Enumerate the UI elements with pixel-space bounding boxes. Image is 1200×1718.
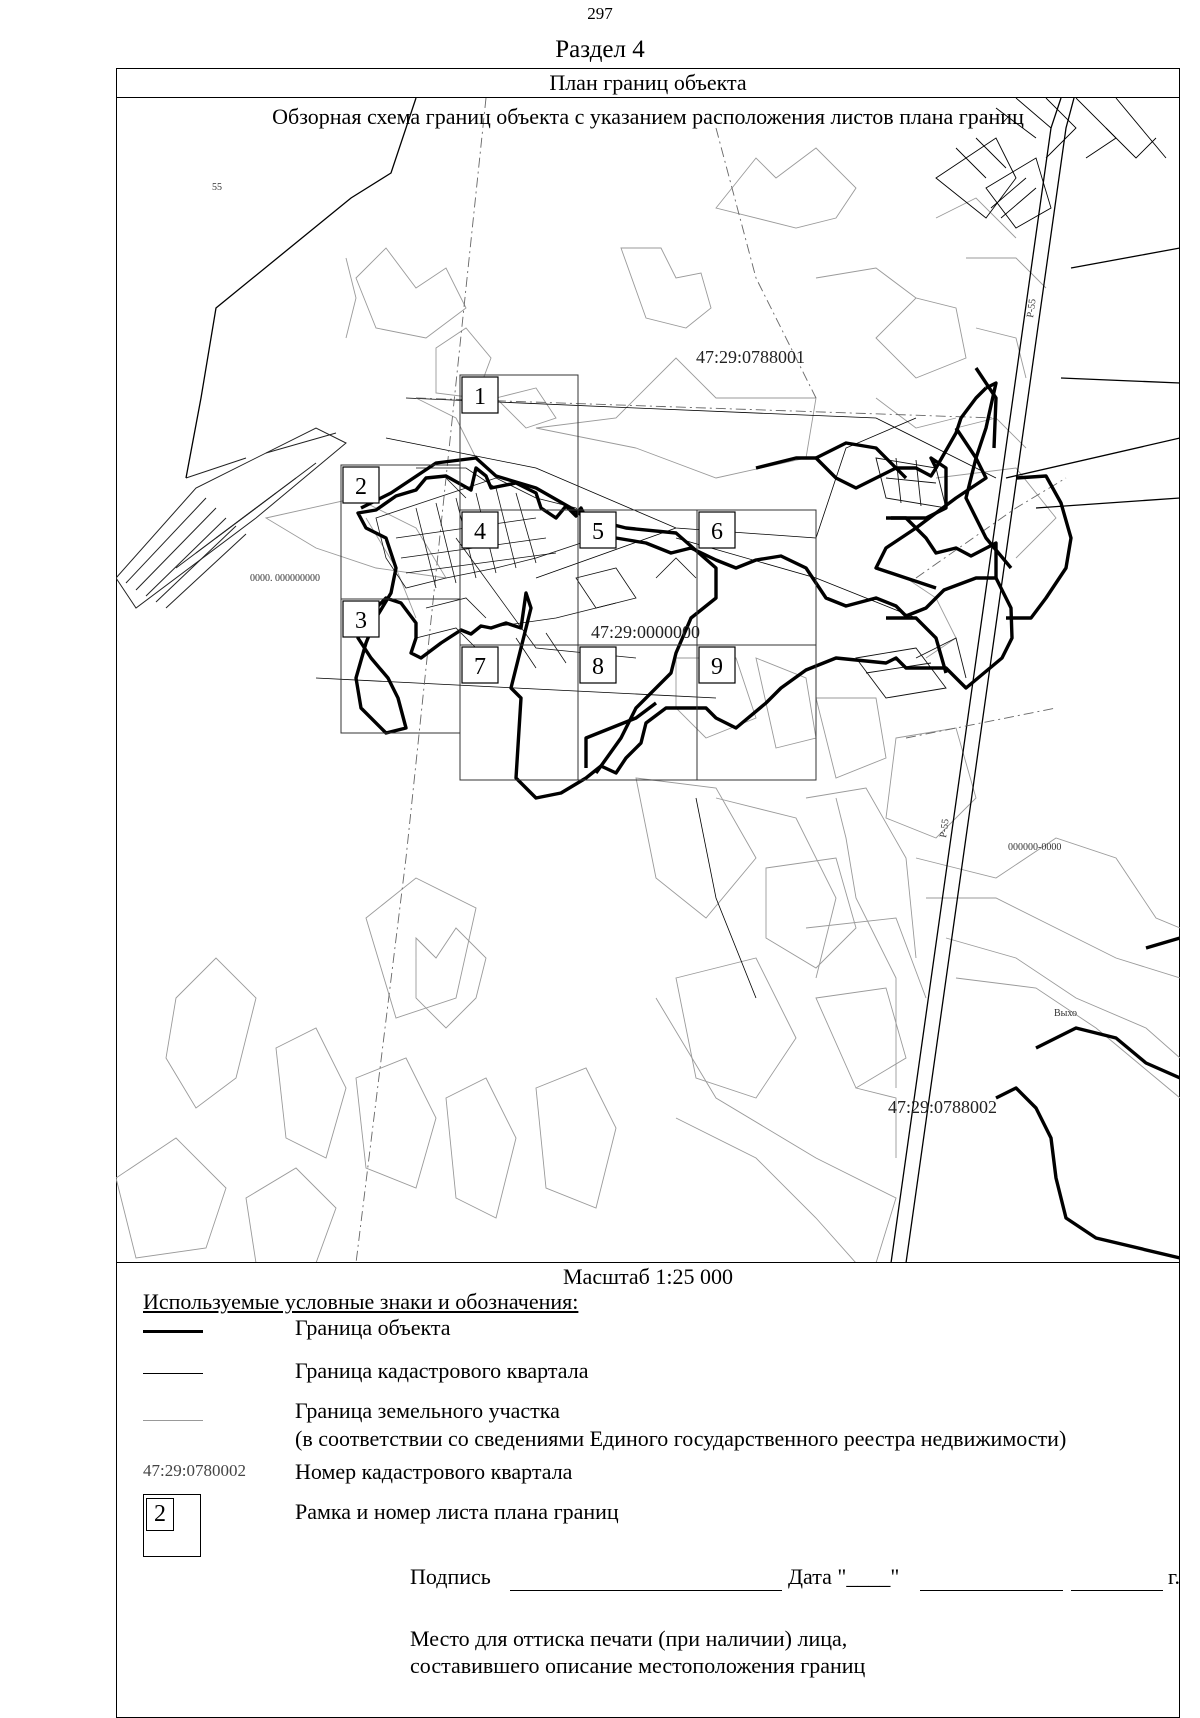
legend-quarter-boundary-text: Граница кадастрового квартала xyxy=(295,1358,589,1383)
sheet-number: 9 xyxy=(711,654,723,680)
section-title: Раздел 4 xyxy=(555,36,645,63)
legend-object-boundary-symbol xyxy=(143,1330,203,1333)
sheet-number: 3 xyxy=(355,608,367,634)
page-number: 297 xyxy=(587,4,613,23)
legend-sheet-number-sample: 2 xyxy=(146,1498,174,1531)
signature-label: Подпись xyxy=(410,1564,491,1589)
map-canvas xyxy=(116,98,1180,1263)
legend-parcel-boundary-text: Граница земельного участка xyxy=(295,1398,560,1423)
overview-caption: Обзорная схема границ объекта с указанием расположения листов плана границ xyxy=(272,104,1024,129)
cadastral-quarter-label: 47:29:0788001 xyxy=(696,347,806,367)
year-suffix: г. xyxy=(1168,1564,1181,1589)
legend-quarter-number-sample: 47:29:0780002 xyxy=(143,1461,246,1480)
legend-quarter-number-text: Номер кадастрового квартала xyxy=(295,1459,573,1484)
scale-label: Масштаб 1:25 000 xyxy=(563,1264,733,1289)
road-label: Р-55 xyxy=(938,818,952,839)
sheet-number: 8 xyxy=(592,654,604,680)
cadastral-quarter-label: 47:29:0788002 xyxy=(888,1097,998,1117)
legend-heading: Используемые условные знаки и обозначения: xyxy=(143,1289,579,1314)
signature-field[interactable] xyxy=(510,1590,782,1591)
stamp-place-text-2: составившего описание местоположения границ xyxy=(410,1653,866,1678)
object-boundary-east xyxy=(891,476,1180,1258)
object-boundary xyxy=(356,428,1012,798)
sheet-number: 4 xyxy=(474,519,486,545)
legend-sheet-frame-text: Рамка и номер листа плана границ xyxy=(295,1499,619,1524)
sheet-number: 7 xyxy=(474,654,486,680)
parcel-lines xyxy=(116,148,1180,1263)
stamp-place-text: Место для оттиска печати (при наличии) лица, xyxy=(410,1626,848,1651)
minor-map-label: 55 xyxy=(212,182,222,193)
plan-title: План границ объекта xyxy=(116,68,1180,98)
date-month-field[interactable] xyxy=(920,1590,1063,1591)
sheet-number: 5 xyxy=(592,519,604,545)
date-label: Дата "____" xyxy=(788,1564,900,1589)
minor-map-label: 0000. 000000000 xyxy=(250,573,320,584)
sheet-number: 2 xyxy=(355,474,367,500)
legend-quarter-boundary-symbol xyxy=(143,1373,203,1374)
legend-parcel-boundary-note: (в соответствии со сведениями Единого государственного реестра недвижимости) xyxy=(295,1426,1067,1451)
cadastral-quarter-label: 47:29:0000000 xyxy=(591,622,701,642)
road-label: Р-55 xyxy=(1025,298,1039,319)
sheet-number: 6 xyxy=(711,519,723,545)
sheet-number: 1 xyxy=(474,384,486,410)
main-lines xyxy=(186,98,1180,1263)
date-year-field[interactable] xyxy=(1071,1590,1163,1591)
legend-object-boundary-text: Граница объекта xyxy=(295,1315,451,1340)
minor-map-label: 000000-0000 xyxy=(1008,842,1062,853)
minor-map-label: Выхо xyxy=(1054,1008,1078,1019)
overview-map[interactable] xyxy=(116,98,1180,1263)
legend-parcel-boundary-symbol xyxy=(143,1420,203,1421)
object-boundary-segment-2 xyxy=(361,368,1011,773)
